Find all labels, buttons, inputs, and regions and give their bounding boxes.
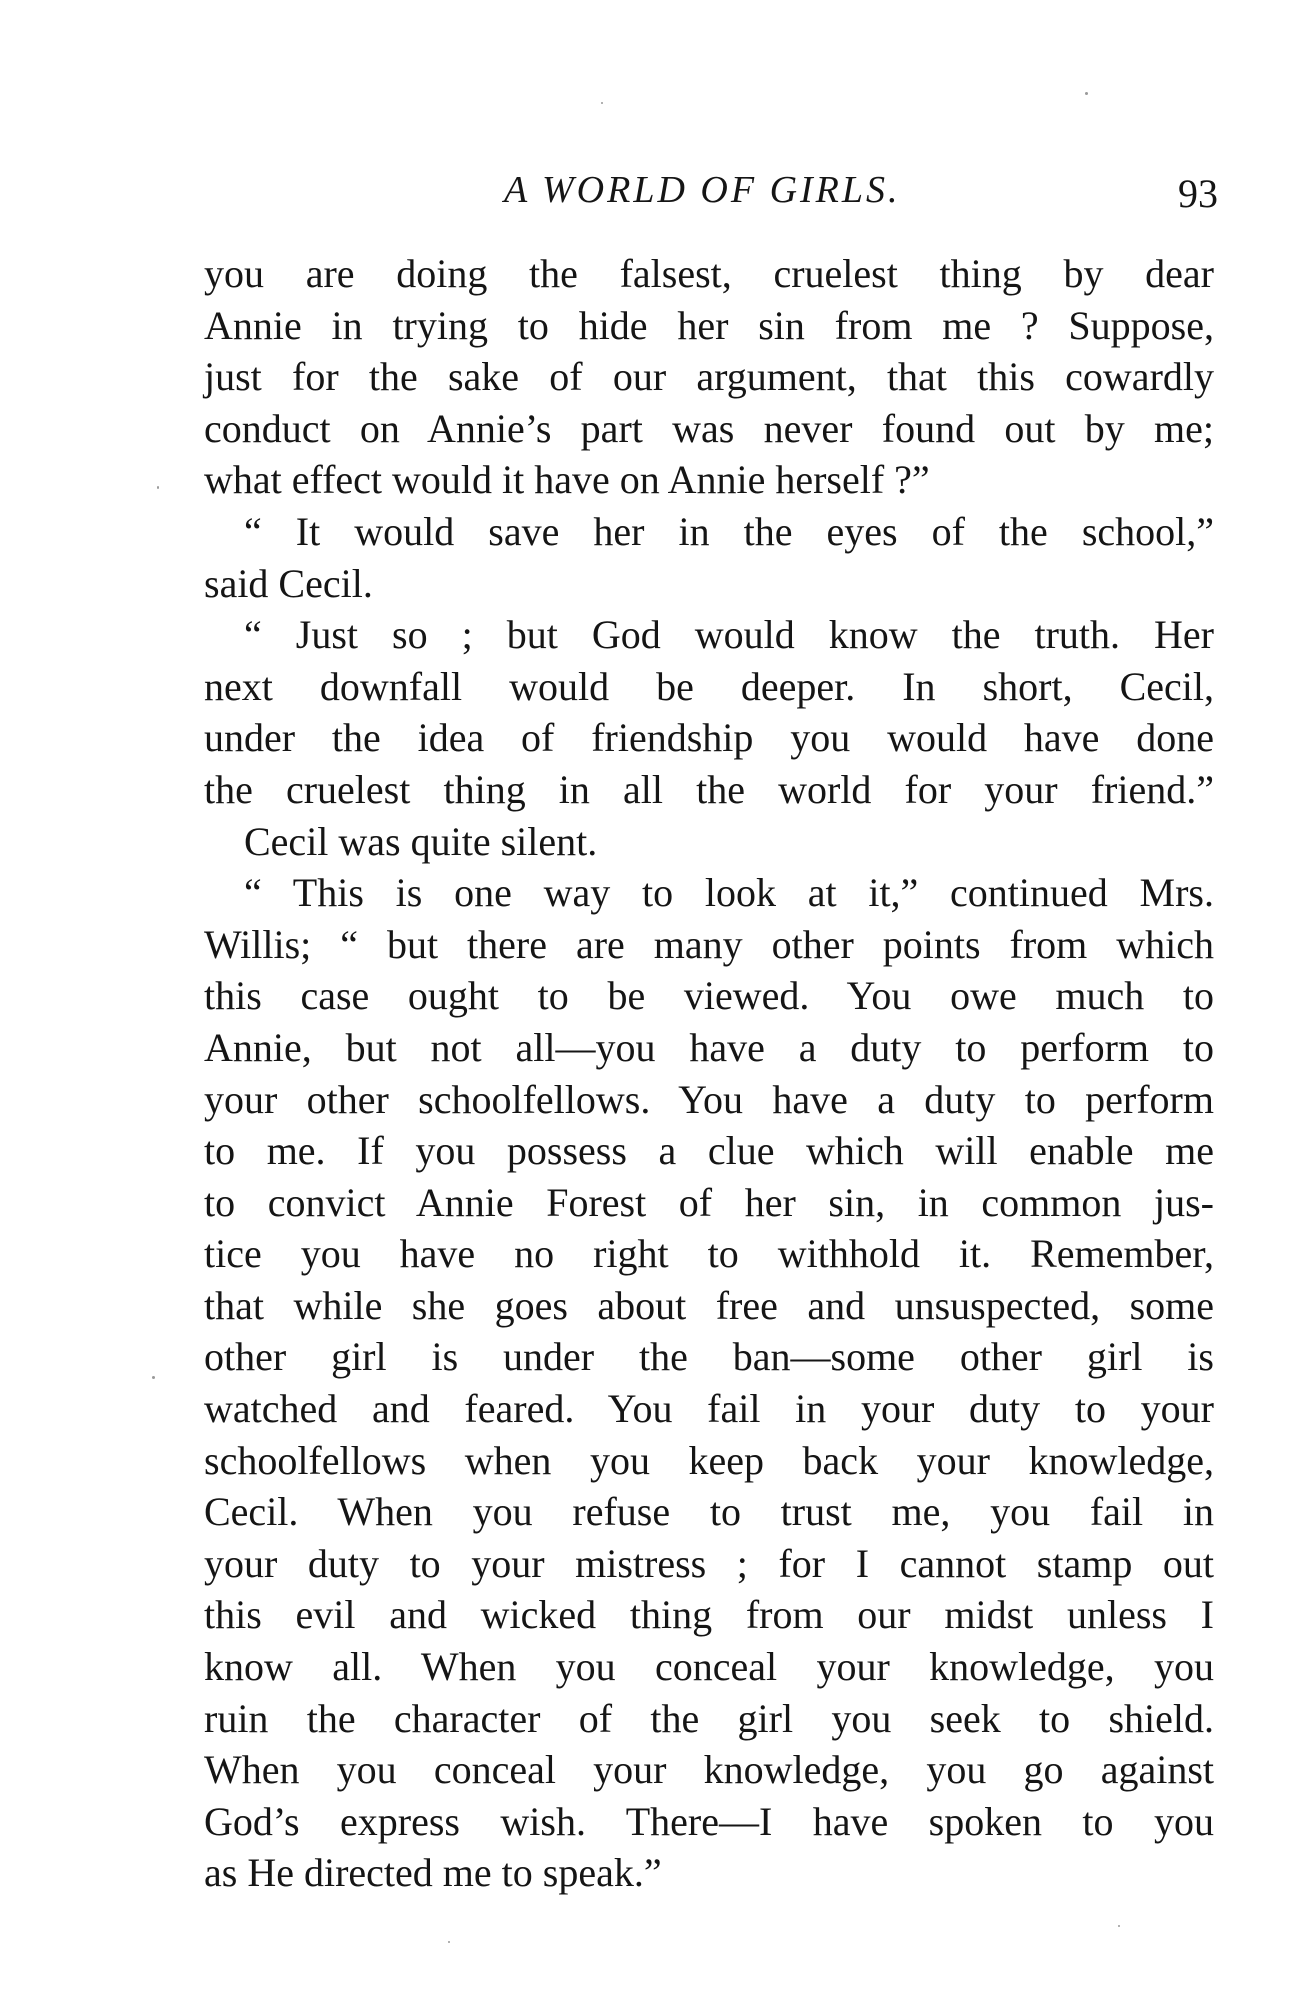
text-line: know all. When you conceal your knowledge, you	[204, 1644, 1214, 1690]
text-line: this evil and wicked thing from our midst unless I	[204, 1592, 1214, 1638]
text-line: you are doing the falsest, cruelest thing by dear	[204, 251, 1214, 296]
text-line: Cecil was quite silent.	[244, 818, 598, 864]
paper-speck	[1085, 92, 1088, 95]
text-line: “ It would save her in the eyes of the school,”	[244, 508, 1214, 554]
text-line: Cecil. When you refuse to trust me, you fail in	[204, 1489, 1214, 1535]
text-line: conduct on Annie’s part was never found out by me;	[204, 405, 1214, 451]
text-line: Willis; “ but there are many other points from which	[204, 921, 1214, 967]
running-title: A WORLD OF GIRLS.	[504, 169, 901, 211]
body-text	[204, 248, 1214, 1899]
text-line: next downfall would be deeper. In short, Cecil,	[204, 663, 1214, 709]
text-line: your duty to your mistress ; for I cannot stamp out	[204, 1540, 1214, 1586]
text-line: When you conceal your knowledge, you go against	[204, 1747, 1214, 1793]
text-line: that while she goes about free and unsuspected, some	[204, 1282, 1214, 1328]
page-number: 93	[1178, 171, 1218, 216]
paper-speck	[152, 1376, 155, 1379]
text-line: Annie, but not all—you have a duty to perform to	[204, 1024, 1214, 1070]
paper-speck	[448, 1941, 450, 1943]
text-line: other girl is under the ban—some other girl is	[204, 1334, 1214, 1380]
page-header	[0, 165, 1313, 225]
text-line: to me. If you possess a clue which will enable me	[204, 1128, 1214, 1174]
text-line: as He directed me to speak.”	[204, 1850, 662, 1896]
text-line: tice you have no right to withhold it. Remember,	[204, 1231, 1214, 1277]
text-line: schoolfellows when you keep back your knowledge,	[204, 1437, 1214, 1483]
text-line: watched and feared. You fail in your duty to your	[204, 1386, 1214, 1432]
paper-speck	[1118, 1925, 1120, 1927]
text-line: said Cecil.	[204, 560, 373, 606]
text-line: under the idea of friendship you would have done	[204, 715, 1214, 761]
text-line: God’s express wish. There—I have spoken to you	[204, 1798, 1214, 1844]
text-line: “ This is one way to look at it,” continued Mrs.	[244, 870, 1214, 916]
paper-speck	[601, 102, 603, 104]
text-line: Annie in trying to hide her sin from me ? Suppose,	[204, 302, 1214, 348]
text-line: “ Just so ; but God would know the truth. Her	[244, 612, 1214, 658]
text-line: the cruelest thing in all the world for your friend.”	[204, 766, 1214, 812]
text-line: just for the sake of our argument, that this cowardly	[204, 354, 1214, 400]
text-line: ruin the character of the girl you seek to shield.	[204, 1695, 1214, 1741]
text-line: this case ought to be viewed. You owe much to	[204, 973, 1214, 1019]
paper-speck	[157, 486, 159, 489]
text-line: what effect would it have on Annie herself ?”	[204, 457, 930, 503]
text-line: your other schoolfellows. You have a duty to perform	[204, 1076, 1214, 1122]
text-line: to convict Annie Forest of her sin, in common jus-	[204, 1179, 1214, 1225]
